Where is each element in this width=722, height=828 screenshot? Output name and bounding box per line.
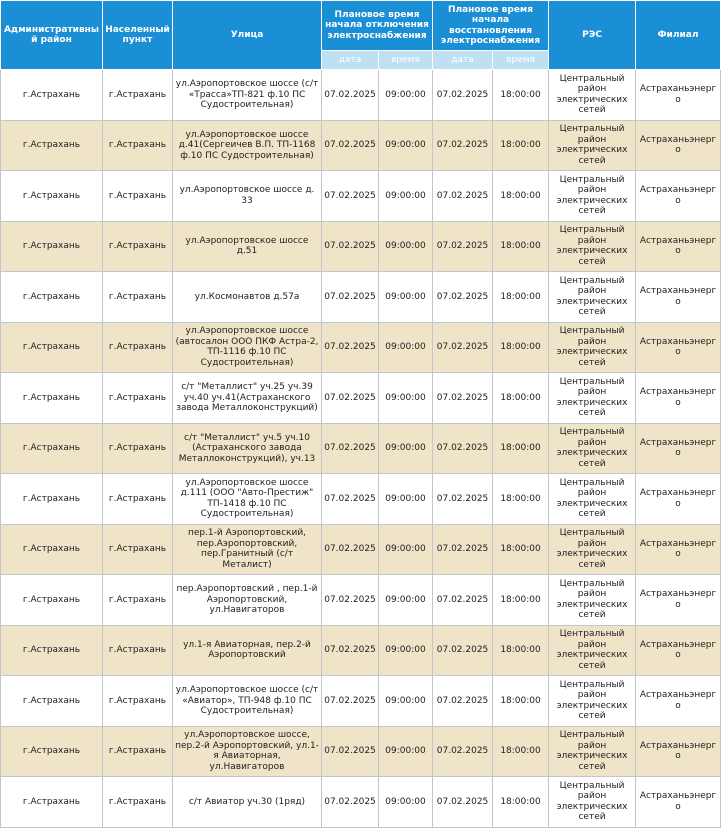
- cell-off-time: 09:00:00: [379, 625, 433, 676]
- cell-street: ул.Аэропортовское шоссе д. 33: [173, 171, 322, 222]
- cell-on-date: 07.02.2025: [433, 726, 493, 777]
- table-row: [1, 726, 721, 777]
- cell-on-date: 07.02.2025: [433, 575, 493, 626]
- cell-branch: Астраханьэнерго: [636, 171, 721, 222]
- cell-district: г.Астрахань: [1, 524, 103, 575]
- cell-settlement: г.Астрахань: [103, 474, 173, 525]
- cell-street: ул.Аэропортовское шоссе д.51: [173, 221, 322, 272]
- subheader-off-time: время: [379, 51, 433, 70]
- cell-off-date: 07.02.2025: [322, 120, 379, 171]
- cell-on-date: 07.02.2025: [433, 120, 493, 171]
- cell-on-date: 07.02.2025: [433, 676, 493, 727]
- cell-street: ул.Аэропортовское шоссе (с/т «Авиатор», ТП-948 ф.10 ПС Судостроительная): [173, 676, 322, 727]
- cell-street: ул.1-я Авиаторная, пер.2-й Аэропортовский: [173, 625, 322, 676]
- table-row: [1, 423, 721, 474]
- subheader-on-time: время: [493, 51, 549, 70]
- cell-off-date: 07.02.2025: [322, 474, 379, 525]
- cell-settlement: г.Астрахань: [103, 777, 173, 828]
- cell-res: Центральный район электрических сетей: [549, 474, 636, 525]
- cell-off-time: 09:00:00: [379, 423, 433, 474]
- cell-street: ул.Космонавтов д.57а: [173, 272, 322, 323]
- cell-settlement: г.Астрахань: [103, 524, 173, 575]
- cell-on-date: 07.02.2025: [433, 524, 493, 575]
- cell-off-time: 09:00:00: [379, 726, 433, 777]
- cell-res: Центральный район электрических сетей: [549, 322, 636, 373]
- cell-district: г.Астрахань: [1, 474, 103, 525]
- table-row: [1, 322, 721, 373]
- subheader-off-date: дата: [322, 51, 379, 70]
- cell-branch: Астраханьэнерго: [636, 474, 721, 525]
- cell-settlement: г.Астрахань: [103, 676, 173, 727]
- cell-off-date: 07.02.2025: [322, 322, 379, 373]
- cell-settlement: г.Астрахань: [103, 423, 173, 474]
- table-row: [1, 272, 721, 323]
- table-row: [1, 70, 721, 121]
- table-row: [1, 373, 721, 424]
- cell-off-time: 09:00:00: [379, 171, 433, 222]
- cell-branch: Астраханьэнерго: [636, 423, 721, 474]
- cell-branch: Астраханьэнерго: [636, 272, 721, 323]
- cell-branch: Астраханьэнерго: [636, 70, 721, 121]
- cell-res: Центральный район электрических сетей: [549, 625, 636, 676]
- cell-off-date: 07.02.2025: [322, 524, 379, 575]
- subheader-on-date: дата: [433, 51, 493, 70]
- cell-settlement: г.Астрахань: [103, 726, 173, 777]
- table-header-row: [1, 1, 721, 51]
- cell-settlement: г.Астрахань: [103, 221, 173, 272]
- cell-on-time: 18:00:00: [493, 423, 549, 474]
- cell-on-time: 18:00:00: [493, 272, 549, 323]
- cell-settlement: г.Астрахань: [103, 272, 173, 323]
- cell-branch: Астраханьэнерго: [636, 676, 721, 727]
- cell-res: Центральный район электрических сетей: [549, 777, 636, 828]
- cell-settlement: г.Астрахань: [103, 322, 173, 373]
- cell-off-date: 07.02.2025: [322, 676, 379, 727]
- table-row: [1, 171, 721, 222]
- cell-on-time: 18:00:00: [493, 221, 549, 272]
- cell-res: Центральный район электрических сетей: [549, 726, 636, 777]
- cell-on-date: 07.02.2025: [433, 474, 493, 525]
- cell-on-time: 18:00:00: [493, 676, 549, 727]
- cell-district: г.Астрахань: [1, 221, 103, 272]
- cell-off-time: 09:00:00: [379, 272, 433, 323]
- table-row: [1, 575, 721, 626]
- cell-off-time: 09:00:00: [379, 676, 433, 727]
- column-header-res: РЭС: [549, 1, 636, 70]
- cell-off-date: 07.02.2025: [322, 373, 379, 424]
- cell-off-time: 09:00:00: [379, 221, 433, 272]
- cell-on-time: 18:00:00: [493, 171, 549, 222]
- table-row: [1, 625, 721, 676]
- cell-res: Центральный район электрических сетей: [549, 221, 636, 272]
- cell-off-time: 09:00:00: [379, 575, 433, 626]
- cell-branch: Астраханьэнерго: [636, 221, 721, 272]
- table-row: [1, 120, 721, 171]
- cell-street: ул.Аэропортовское шоссе, пер.2-й Аэропортовский, ул.1-я Авиаторная, ул.Навигаторов: [173, 726, 322, 777]
- cell-branch: Астраханьэнерго: [636, 625, 721, 676]
- column-header-planned-off: Плановое время начала отключения электроснабжения: [322, 1, 433, 51]
- column-header-district: Административный район: [1, 1, 103, 70]
- table-row: [1, 524, 721, 575]
- table-row: [1, 474, 721, 525]
- cell-settlement: г.Астрахань: [103, 70, 173, 121]
- cell-off-date: 07.02.2025: [322, 575, 379, 626]
- column-header-street: Улица: [173, 1, 322, 70]
- cell-on-time: 18:00:00: [493, 322, 549, 373]
- cell-res: Центральный район электрических сетей: [549, 373, 636, 424]
- cell-branch: Астраханьэнерго: [636, 726, 721, 777]
- table-row: [1, 777, 721, 828]
- cell-on-time: 18:00:00: [493, 70, 549, 121]
- cell-district: г.Астрахань: [1, 423, 103, 474]
- cell-on-date: 07.02.2025: [433, 272, 493, 323]
- cell-on-date: 07.02.2025: [433, 373, 493, 424]
- column-header-settlement: Населенный пункт: [103, 1, 173, 70]
- cell-branch: Астраханьэнерго: [636, 120, 721, 171]
- cell-res: Центральный район электрических сетей: [549, 171, 636, 222]
- cell-branch: Астраханьэнерго: [636, 524, 721, 575]
- cell-on-date: 07.02.2025: [433, 171, 493, 222]
- cell-district: г.Астрахань: [1, 726, 103, 777]
- cell-on-date: 07.02.2025: [433, 221, 493, 272]
- cell-street: ул.Аэропортовское шоссе (с/т «Трасса»ТП-821 ф.10 ПС Судостроительная): [173, 70, 322, 121]
- cell-street: ул.Аэропортовское шоссе д.41(Сергеичев В.П. ТП-1168 ф.10 ПС Судостроительная): [173, 120, 322, 171]
- cell-district: г.Астрахань: [1, 777, 103, 828]
- cell-on-time: 18:00:00: [493, 575, 549, 626]
- cell-off-time: 09:00:00: [379, 524, 433, 575]
- cell-off-date: 07.02.2025: [322, 726, 379, 777]
- cell-on-date: 07.02.2025: [433, 322, 493, 373]
- cell-branch: Астраханьэнерго: [636, 575, 721, 626]
- cell-res: Центральный район электрических сетей: [549, 423, 636, 474]
- cell-district: г.Астрахань: [1, 70, 103, 121]
- cell-on-time: 18:00:00: [493, 120, 549, 171]
- cell-district: г.Астрахань: [1, 373, 103, 424]
- cell-district: г.Астрахань: [1, 272, 103, 323]
- cell-on-time: 18:00:00: [493, 726, 549, 777]
- cell-res: Центральный район электрических сетей: [549, 272, 636, 323]
- cell-on-time: 18:00:00: [493, 373, 549, 424]
- cell-district: г.Астрахань: [1, 120, 103, 171]
- cell-off-time: 09:00:00: [379, 70, 433, 121]
- cell-street: с/т "Металлист" уч.5 уч.10 (Астраханского завода Металлоконструкций), уч.13: [173, 423, 322, 474]
- cell-off-date: 07.02.2025: [322, 221, 379, 272]
- cell-district: г.Астрахань: [1, 322, 103, 373]
- column-header-planned-on: Плановое время начала восстановления электроснабжения: [433, 1, 549, 51]
- cell-on-date: 07.02.2025: [433, 423, 493, 474]
- cell-off-time: 09:00:00: [379, 120, 433, 171]
- cell-off-date: 07.02.2025: [322, 777, 379, 828]
- cell-off-date: 07.02.2025: [322, 171, 379, 222]
- cell-res: Центральный район электрических сетей: [549, 575, 636, 626]
- cell-off-time: 09:00:00: [379, 322, 433, 373]
- cell-street: с/т Авиатор уч.30 (1ряд): [173, 777, 322, 828]
- cell-on-date: 07.02.2025: [433, 70, 493, 121]
- cell-settlement: г.Астрахань: [103, 625, 173, 676]
- cell-res: Центральный район электрических сетей: [549, 676, 636, 727]
- cell-res: Центральный район электрических сетей: [549, 524, 636, 575]
- cell-off-time: 09:00:00: [379, 474, 433, 525]
- cell-res: Центральный район электрических сетей: [549, 120, 636, 171]
- cell-off-date: 07.02.2025: [322, 423, 379, 474]
- cell-on-time: 18:00:00: [493, 524, 549, 575]
- cell-street: ул.Аэропортовское шоссе (автосалон ООО ПКФ Астра-2, ТП-1116 ф.10 ПС Судостроительная): [173, 322, 322, 373]
- cell-off-date: 07.02.2025: [322, 625, 379, 676]
- cell-off-time: 09:00:00: [379, 373, 433, 424]
- cell-street: пер.Аэропортовский , пер.1-й Аэропортовский, ул.Навигаторов: [173, 575, 322, 626]
- cell-on-date: 07.02.2025: [433, 777, 493, 828]
- cell-settlement: г.Астрахань: [103, 171, 173, 222]
- cell-branch: Астраханьэнерго: [636, 322, 721, 373]
- column-header-branch: Филиал: [636, 1, 721, 70]
- cell-street: пер.1-й Аэропортовский, пер.Аэропортовский, пер.Гранитный (с/т Металист): [173, 524, 322, 575]
- table-body: [1, 70, 721, 828]
- cell-district: г.Астрахань: [1, 676, 103, 727]
- cell-off-date: 07.02.2025: [322, 272, 379, 323]
- cell-on-time: 18:00:00: [493, 625, 549, 676]
- cell-district: г.Астрахань: [1, 625, 103, 676]
- cell-on-time: 18:00:00: [493, 777, 549, 828]
- cell-settlement: г.Астрахань: [103, 120, 173, 171]
- cell-settlement: г.Астрахань: [103, 373, 173, 424]
- cell-district: г.Астрахань: [1, 171, 103, 222]
- cell-street: с/т "Металлист" уч.25 уч.39 уч.40 уч.41(Астраханского завода Металлоконструкций): [173, 373, 322, 424]
- cell-on-time: 18:00:00: [493, 474, 549, 525]
- cell-district: г.Астрахань: [1, 575, 103, 626]
- cell-settlement: г.Астрахань: [103, 575, 173, 626]
- cell-branch: Астраханьэнерго: [636, 777, 721, 828]
- cell-res: Центральный район электрических сетей: [549, 70, 636, 121]
- cell-on-date: 07.02.2025: [433, 625, 493, 676]
- cell-off-time: 09:00:00: [379, 777, 433, 828]
- cell-branch: Астраханьэнерго: [636, 373, 721, 424]
- cell-off-date: 07.02.2025: [322, 70, 379, 121]
- table-row: [1, 221, 721, 272]
- cell-street: ул.Аэропортовское шоссе д.111 (ООО "Авто-Престиж" ТП-1418 ф.10 ПС Судостроительная): [173, 474, 322, 525]
- table-row: [1, 676, 721, 727]
